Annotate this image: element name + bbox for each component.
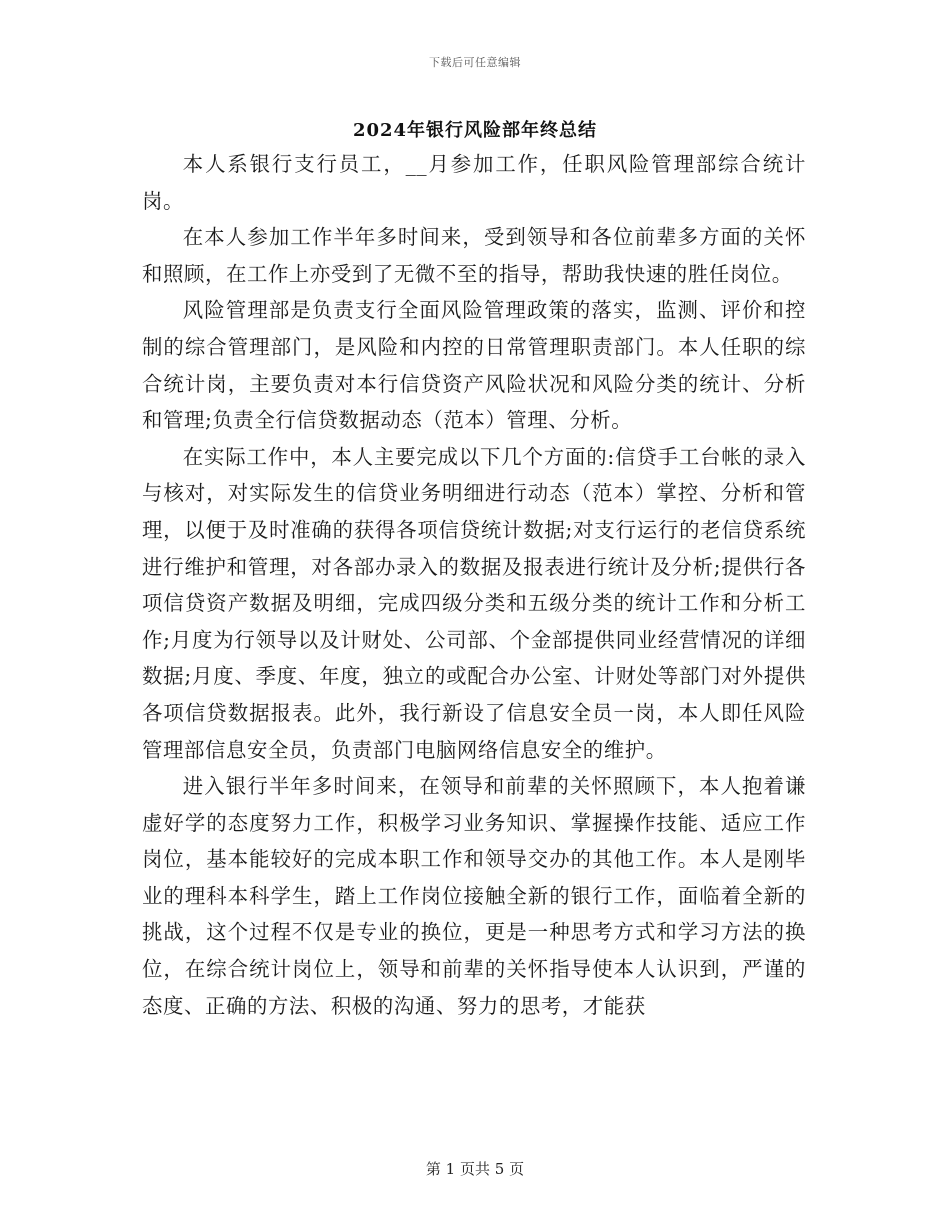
- paragraph-1: 本人系银行支行员工，__月参加工作，任职风险管理部综合统计岗。: [142, 152, 806, 213]
- paragraph-4: 在实际工作中，本人主要完成以下几个方面的:信贷手工台帐的录入与核对，对实际发生的信贷业务明细进行动态（范本）掌控、分析和管理，以便于及时准确的获得各项信贷统计数据;对支行运行的老信贷系统进行维护和管理，对各部办录入的数据及报表进行统计及分析;提供行各项信贷资产数据及明细，完成四级分类和五级分类的统计工作和分析工作;月度为行领导以及计财处、公司部、个金部提供同业经营情况的详细数据;月度、季度、年度，独立的或配合办公室、计财处等部门对外提供各项信贷数据报表。此外，我行新设了信息安全员一岗，本人即任风险管理部信息安全员，负责部门电脑网络信息安全的维护。: [142, 444, 806, 762]
- page-number-footer: 第 1 页共 5 页: [425, 1160, 525, 1178]
- paragraph-2: 在本人参加工作半年多时间来，受到领导和各位前辈多方面的关怀和照顾，在工作上亦受到了无微不至的指导，帮助我快速的胜任岗位。: [142, 225, 806, 286]
- document-body: [142, 146, 806, 1024]
- paragraph-5: 进入银行半年多时间来，在领导和前辈的关怀照顾下，本人抱着谦虚好学的态度努力工作，积极学习业务知识、掌握操作技能、适应工作岗位，基本能较好的完成本职工作和领导交办的其他工作。本人是刚毕业的理科本科学生，踏上工作岗位接触全新的银行工作，面临着全新的挑战，这个过程不仅是专业的换位，更是一种思考方式和学习方法的换位，在综合统计岗位上，领导和前辈的关怀指导使本人认识到，严谨的态度、正确的方法、积极的沟通、努力的思考，才能获: [142, 774, 806, 1018]
- document-title: 2024年银行风险部年终总结: [352, 120, 598, 141]
- header-note: 下载后可任意编辑: [429, 56, 521, 69]
- paragraph-3: 风险管理部是负责支行全面风险管理政策的落实，监测、评价和控制的综合管理部门，是风险和内控的日常管理职责部门。本人任职的综合统计岗，主要负责对本行信贷资产风险状况和风险分类的统计、分析和管理;负责全行信贷数据动态（范本）管理、分析。: [142, 298, 806, 433]
